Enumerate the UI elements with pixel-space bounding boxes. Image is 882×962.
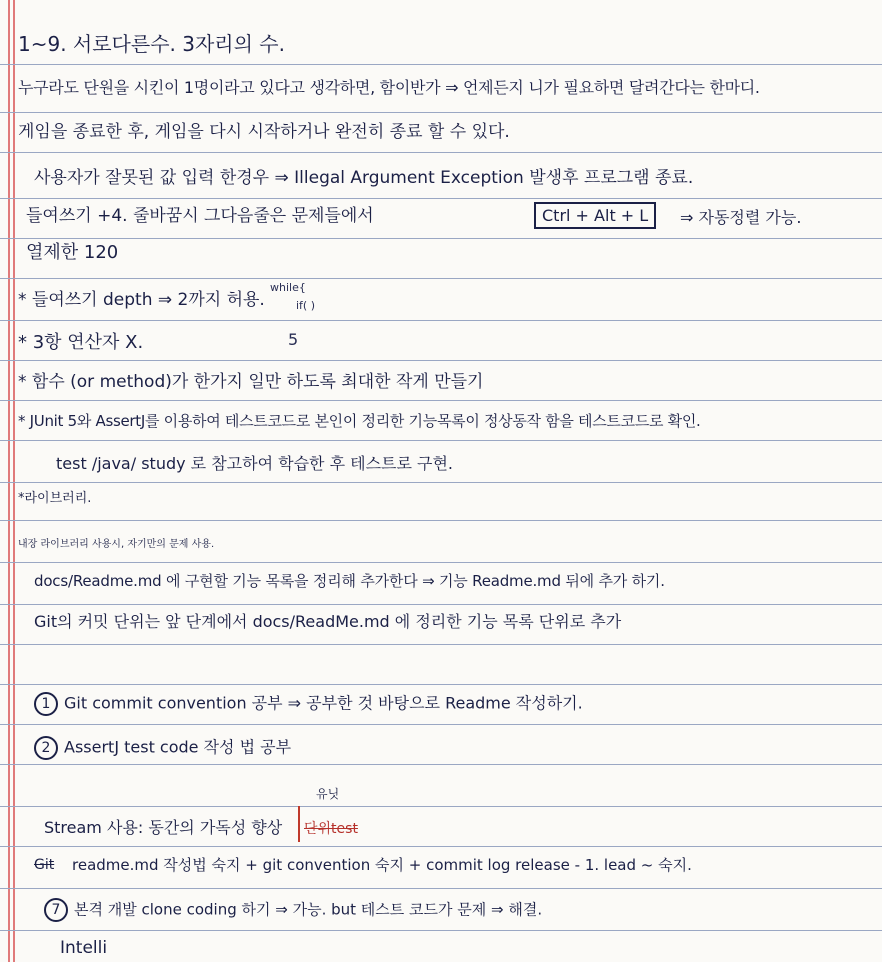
ruled-line	[0, 152, 882, 153]
note-line: Intelli	[60, 938, 108, 958]
ruled-line	[0, 64, 882, 65]
note-line: *라이브러리.	[18, 491, 92, 506]
red-divider	[298, 806, 300, 842]
note-line	[44, 898, 542, 922]
note-line: * 3항 연산자 X.	[18, 332, 144, 353]
ruled-line	[0, 684, 882, 685]
note-line: 사용자가 잘못된 값 입력 한경우 ⇒ Illegal Argument Exception 발생후 프로그램 종료.	[34, 168, 694, 188]
note-annotation: 유닛	[316, 787, 340, 801]
margin-line	[8, 0, 10, 962]
note-line: 열제한 120	[26, 242, 119, 263]
ruled-line	[0, 112, 882, 113]
note-line: 누구라도 단원을 시킨이 1명이라고 있다고 생각하면, 함이반가 ⇒ 언제든지 니가 필요하면 달려간다는 한마디.	[18, 78, 760, 97]
note-line: ⇒ 자동정렬 가능.	[680, 208, 802, 227]
note-line: Git의 커밋 단위는 앞 단계에서 docs/ReadMe.md 에 정리한 기능 목록 단위로 추가	[34, 612, 622, 631]
note-text: AssertJ test code 작성 법 공부	[64, 737, 292, 757]
shortcut-box: Ctrl + Alt + L	[534, 202, 656, 229]
ruled-line	[0, 400, 882, 401]
ruled-line	[0, 440, 882, 441]
ruled-line	[0, 482, 882, 483]
note-line: 내장 라이브러리 사용시, 자기만의 문제 사용.	[18, 539, 215, 550]
note-line: 1~9. 서로다른수. 3자리의 수.	[18, 32, 285, 56]
ruled-line	[0, 360, 882, 361]
note-text: 본격 개발 clone coding 하기 ⇒ 가능. but 테스트 코드가 문제 ⇒ 해결.	[74, 900, 543, 919]
ruled-line	[0, 278, 882, 279]
note-line: test /java/ study 로 참고하여 학습한 후 테스트로 구현.	[56, 454, 454, 473]
ruled-line	[0, 888, 882, 889]
note-line	[34, 736, 291, 760]
note-line: Git	[34, 857, 55, 873]
ruled-line	[0, 604, 882, 605]
ruled-line	[0, 198, 882, 199]
ruled-line	[0, 764, 882, 765]
ruled-line	[0, 520, 882, 521]
note-line: 게임을 종료한 후, 게임을 다시 시작하거나 완전히 종료 할 수 있다.	[18, 122, 510, 142]
ruled-line	[0, 320, 882, 321]
ruled-line	[0, 846, 882, 847]
note-line: * 들여쓰기 depth ⇒ 2까지 허용.	[18, 290, 265, 310]
number-circle: 7	[44, 898, 68, 922]
ruled-line	[0, 724, 882, 725]
ruled-line	[0, 562, 882, 563]
note-annotation: while{	[270, 281, 306, 294]
note-line: 들여쓰기 +4. 줄바꿈시 그다음줄은 문제들에서	[26, 206, 374, 226]
ruled-line	[0, 238, 882, 239]
ruled-line	[0, 806, 882, 807]
note-annotation: if( )	[296, 299, 316, 312]
number-circle: 2	[34, 736, 58, 760]
note-annotation: 5	[288, 330, 299, 349]
note-line: readme.md 작성법 숙지 + git convention 숙지 + commit log release - 1. lead ~ 숙지.	[72, 856, 692, 874]
note-line: * 함수 (or method)가 한가지 일만 하도록 최대한 작게 만들기	[18, 372, 484, 392]
note-line: Stream 사용: 동간의 가독성 향상	[44, 818, 283, 837]
ruled-line	[0, 644, 882, 645]
note-line	[34, 692, 583, 716]
note-line: docs/Readme.md 에 구현할 기능 목록을 정리해 추가한다 ⇒ 기능 Readme.md 뒤에 추가 하기.	[34, 572, 665, 590]
number-circle: 1	[34, 692, 58, 716]
note-annotation: 단위test	[304, 821, 358, 837]
margin-line	[13, 0, 15, 962]
ruled-line	[0, 930, 882, 931]
note-text: Git commit convention 공부 ⇒ 공부한 것 바탕으로 Readme 작성하기.	[64, 693, 583, 713]
note-line: * JUnit 5와 AssertJ를 이용하여 테스트코드로 본인이 정리한 기능목록이 정상동작 함을 테스트코드로 확인.	[18, 412, 701, 430]
